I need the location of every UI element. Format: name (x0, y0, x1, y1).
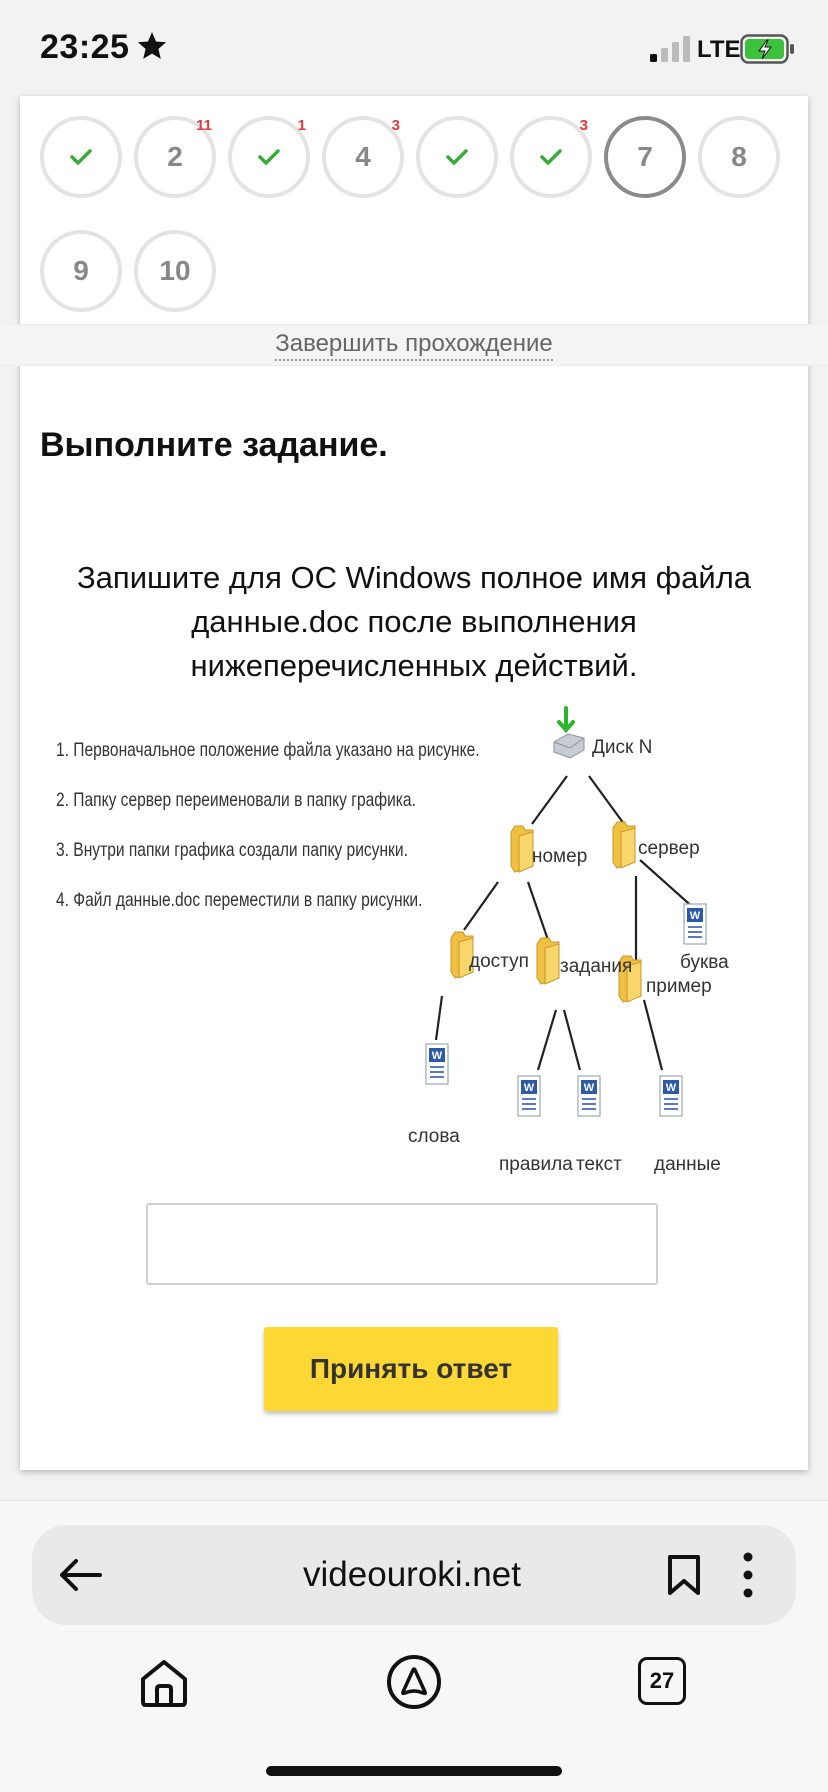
answer-input[interactable] (146, 1203, 658, 1285)
question-10-button[interactable] (134, 230, 216, 312)
step-4: 4. Файл данные.doc переместили в папку рисунки. (56, 888, 423, 911)
finish-test-link[interactable]: Завершить прохождение (275, 330, 553, 361)
star-icon (136, 30, 168, 62)
doc-icon-pravila (518, 1076, 540, 1116)
question-8-button[interactable] (698, 116, 780, 198)
finish-bar (0, 324, 828, 366)
folder-icon-zadaniya (537, 938, 559, 984)
url-text[interactable]: videouroki.net (303, 1555, 521, 1594)
node-label-primer: пример (646, 976, 712, 997)
alice-assistant-icon[interactable] (386, 1654, 442, 1710)
question-4-button[interactable] (322, 116, 404, 198)
question-2-button[interactable] (134, 116, 216, 198)
node-label-bukva: буква (680, 952, 729, 973)
question-3-button[interactable] (228, 116, 310, 198)
question-9-button[interactable] (40, 230, 122, 312)
node-label-zadaniya: задания (560, 956, 633, 977)
network-label: LTE (697, 36, 741, 63)
node-label-root: Диск N (592, 737, 653, 758)
task-text: Запишите для ОС Windows полное имя файла данные.doc после выполнения нижеперечисленных действий. (76, 560, 752, 683)
battery-charging-icon (740, 34, 796, 64)
status-bar (0, 0, 828, 96)
question-number: 10 (159, 255, 191, 286)
check-icon (446, 149, 468, 165)
question-number: 4 (355, 141, 371, 172)
check-icon (70, 149, 92, 165)
doc-icon-bukva (684, 904, 706, 944)
task-heading: Выполните задание. (40, 426, 388, 464)
node-label-dostup: доступ (469, 951, 529, 972)
question-number: 7 (637, 141, 653, 172)
folder-icon-nomer (511, 826, 533, 872)
node-label-pravila: правила (499, 1154, 573, 1175)
node-label-slova: слова (408, 1126, 460, 1147)
question-number: 2 (167, 141, 183, 172)
step-1: 1. Первоначальное положение файла указано на рисунке. (56, 738, 480, 761)
attempts-badge: 1 (297, 117, 306, 134)
folder-icon-server (613, 822, 635, 868)
node-label-nomer: номер (532, 846, 588, 867)
attempts-badge: 3 (579, 117, 588, 134)
node-label-server: сервер (638, 838, 700, 859)
step-2: 2. Папку сервер переименовали в папку графика. (56, 788, 416, 811)
address-bar[interactable] (32, 1525, 796, 1625)
attempts-badge: 11 (196, 117, 212, 134)
question-1-button[interactable] (40, 116, 122, 198)
status-time: 23:25 (40, 28, 130, 66)
more-menu-icon[interactable] (736, 1551, 760, 1599)
browser-toolbar (0, 1500, 828, 1792)
doc-icon-slova (426, 1044, 448, 1084)
node-label-dannye: данные (654, 1154, 721, 1175)
check-icon (540, 149, 562, 165)
back-arrow-icon[interactable] (56, 1553, 104, 1597)
question-number: 8 (731, 141, 747, 172)
attempts-badge: 3 (391, 117, 400, 134)
tabs-count-button[interactable]: 27 (638, 1657, 686, 1705)
home-indicator (266, 1766, 562, 1776)
tree-lines (436, 776, 696, 1070)
step-3: 3. Внутри папки графика создали папку рисунки. (56, 838, 408, 861)
submit-answer-button[interactable]: Принять ответ (264, 1327, 558, 1411)
question-5-button[interactable] (416, 116, 498, 198)
file-tree-diagram: W 1. Первоначальное положение файла указано на рисунке. 2. Папку сервер переименовали в папку графика. 3. Внутри папки графика создали папку рисунки. 4. Файл данные.doc переместили в папку рисунки. Диск N номер сервер доступ задания пример буква слова правила текст данные (56, 706, 729, 1175)
question-number: 9 (73, 255, 89, 286)
node-label-tekst: текст (576, 1154, 622, 1175)
bookmark-icon[interactable] (664, 1553, 704, 1597)
disk-icon (554, 708, 584, 758)
signal-icon (650, 36, 692, 62)
doc-icon-tekst (578, 1076, 600, 1116)
check-icon (258, 149, 280, 165)
doc-icon-dannye (660, 1076, 682, 1116)
question-6-button[interactable] (510, 116, 592, 198)
home-icon[interactable] (138, 1657, 190, 1709)
question-7-button[interactable] (604, 116, 686, 198)
